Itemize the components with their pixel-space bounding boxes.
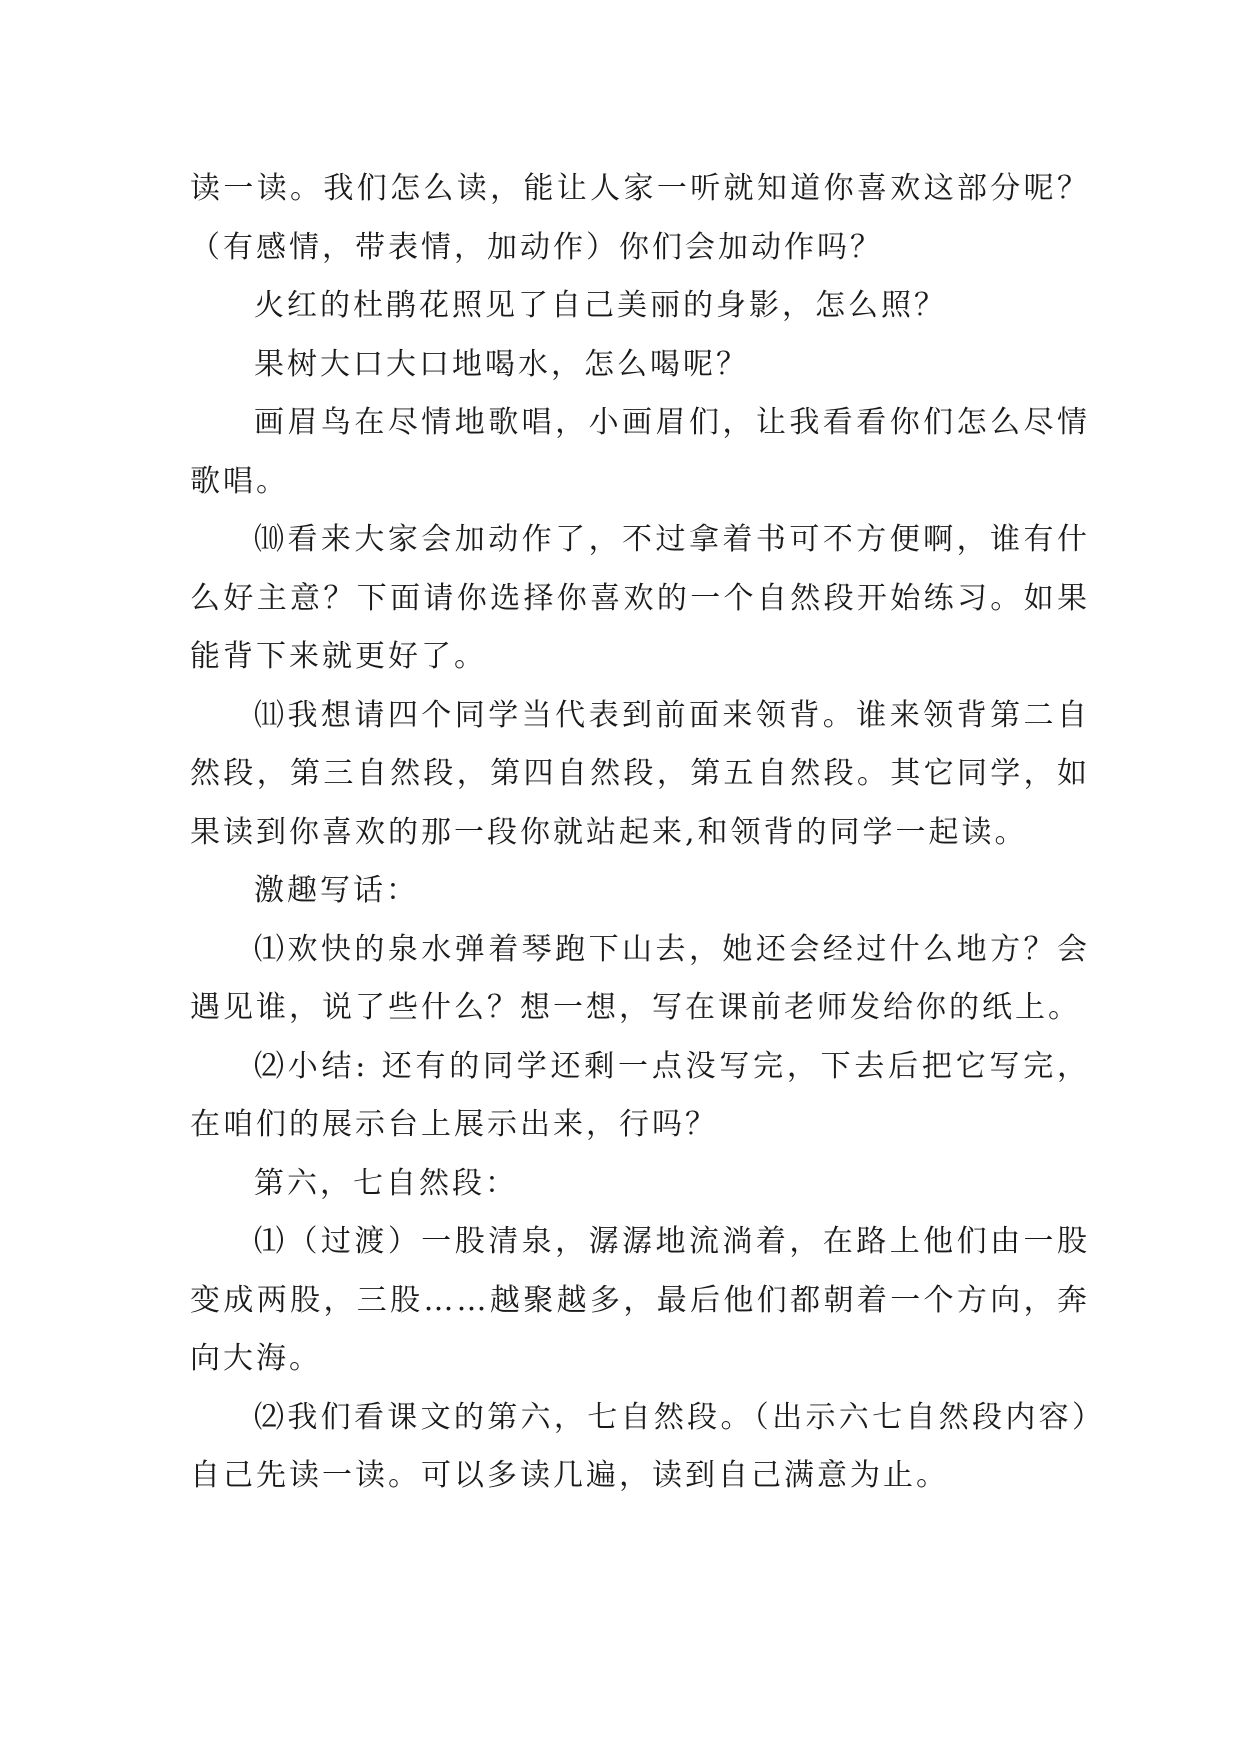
paragraph: ⑾我想请四个同学当代表到前面来领背。谁来领背第二自然段，第三自然段，第四自然段，第五自然段。其它同学，如果读到你喜欢的那一段你就站起来,和领背的同学一起读。 bbox=[190, 697, 1090, 850]
paragraph: 画眉鸟在尽情地歌唱，小画眉们，让我看看你们怎么尽情歌唱。 bbox=[190, 405, 1090, 499]
paragraph: 第六，七自然段： bbox=[254, 1165, 518, 1201]
paragraph: 激趣写话： bbox=[254, 873, 419, 908]
document-body bbox=[190, 160, 1090, 1506]
paragraph: ⑽看来大家会加动作了，不过拿着书可不方便啊，谁有什么好主意？下面请你选择你喜欢的一个自然段开始练习。如果能背下来就更好了。 bbox=[190, 522, 1090, 674]
paragraph: 火红的杜鹃花照见了自己美丽的身影，怎么照？ bbox=[254, 288, 947, 323]
paragraph: ⑵我们看课文的第六，七自然段。（出示六七自然段内容）自己先读一读。可以多读几遍，读到自己满意为止。 bbox=[190, 1399, 1090, 1493]
paragraph: 读一读。我们怎么读，能让人家一听就知道你喜欢这部分呢？（有感情，带表情，加动作）你们会加动作吗？ bbox=[190, 171, 1090, 265]
paragraph: ⑴欢快的泉水弹着琴跑下山去，她还会经过什么地方？会遇见谁，说了些什么？想一想，写在课前老师发给你的纸上。 bbox=[190, 931, 1090, 1025]
paragraph: ⑵小结: 还有的同学还剩一点没写完，下去后把它写完，在咱们的展示台上展示出来，行吗？ bbox=[190, 1048, 1090, 1142]
paragraph: ⑴（过渡）一股清泉，潺潺地流淌着，在路上他们由一股变成两股，三股……越聚越多，最后他们都朝着一个方向，奔向大海。 bbox=[190, 1224, 1090, 1376]
paragraph: 果树大口大口地喝水，怎么喝呢？ bbox=[254, 346, 749, 382]
